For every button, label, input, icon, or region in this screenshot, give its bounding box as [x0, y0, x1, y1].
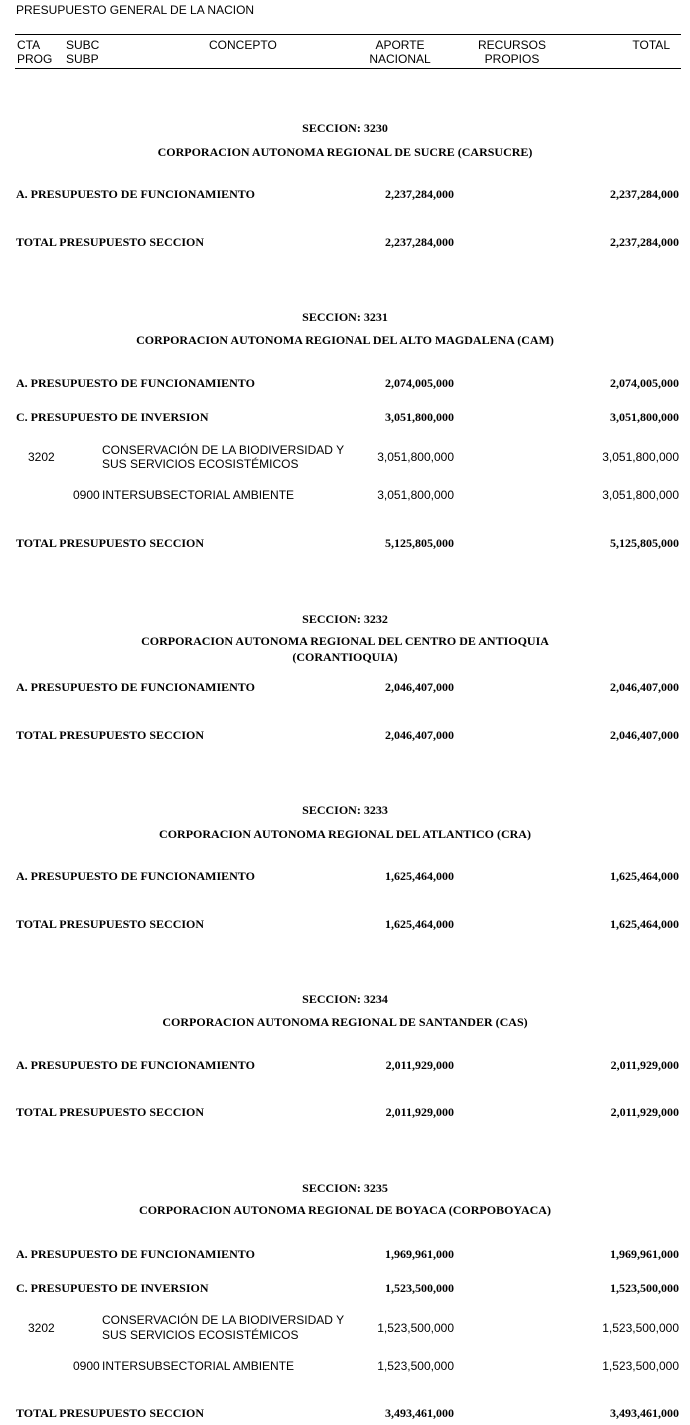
section-total-aporte: 2,046,407,000 [385, 728, 454, 742]
section-total-aporte: 5,125,805,000 [385, 536, 454, 550]
subprogram-code: 0900 [73, 1359, 100, 1373]
header-top-rule [15, 34, 681, 35]
col-aporte-line2: NACIONAL [369, 52, 431, 66]
row-aporte: 1,625,464,000 [385, 869, 454, 883]
section-total-label: TOTAL PRESUPUESTO SECCION [16, 1406, 205, 1420]
col-recursos-line1: RECURSOS [477, 38, 546, 52]
row-label: A. PRESUPUESTO DE FUNCIONAMIENTO [16, 1058, 255, 1072]
section-total-total: 5,125,805,000 [610, 536, 679, 550]
col-total: TOTAL [632, 38, 670, 52]
subprogram-aporte: 1,523,500,000 [377, 1359, 454, 1373]
section-name: CORPORACION AUTONOMA REGIONAL DEL ALTO MAGDALENA (CAM) [136, 333, 554, 347]
program-aporte: 1,523,500,000 [377, 1321, 454, 1335]
section-total-aporte: 3,493,461,000 [385, 1406, 454, 1420]
section-name: CORPORACION AUTONOMA REGIONAL DEL CENTRO DE ANTIOQUIA [141, 634, 549, 648]
program-code: 3202 [28, 1321, 55, 1335]
subprogram-total: 3,051,800,000 [602, 488, 679, 502]
row-label: C. PRESUPUESTO DE INVERSION [16, 410, 209, 424]
program-desc-line1: CONSERVACIÓN DE LA BIODIVERSIDAD Y [102, 1313, 345, 1327]
subprogram-total: 1,523,500,000 [602, 1359, 679, 1373]
row-aporte: 1,523,500,000 [385, 1281, 454, 1295]
section-name: CORPORACION AUTONOMA REGIONAL DE SUCRE (CARSUCRE) [157, 145, 533, 159]
row-total: 3,051,800,000 [610, 410, 679, 424]
row-total: 1,969,961,000 [610, 1247, 679, 1261]
section-number: SECCION: 3232 [302, 612, 388, 626]
section-total-total: 2,046,407,000 [610, 728, 679, 742]
section-number: SECCION: 3233 [302, 803, 388, 817]
section-total-label: TOTAL PRESUPUESTO SECCION [16, 728, 205, 742]
program-total: 1,523,500,000 [602, 1321, 679, 1335]
row-label: A. PRESUPUESTO DE FUNCIONAMIENTO [16, 187, 255, 201]
row-total: 1,523,500,000 [610, 1281, 679, 1295]
subprogram-desc: INTERSUBSECTORIAL AMBIENTE [102, 488, 295, 502]
section-total-aporte: 1,625,464,000 [385, 917, 454, 931]
program-aporte: 3,051,800,000 [377, 450, 454, 464]
col-aporte-line1: APORTE [375, 38, 425, 52]
row-label: A. PRESUPUESTO DE FUNCIONAMIENTO [16, 376, 255, 390]
section-total-total: 1,625,464,000 [610, 917, 679, 931]
section-total-label: TOTAL PRESUPUESTO SECCION [16, 1105, 205, 1119]
subprogram-aporte: 3,051,800,000 [377, 488, 454, 502]
row-total: 2,046,407,000 [610, 680, 679, 694]
program-desc-line2: SUS SERVICIOS ECOSISTÉMICOS [102, 457, 299, 471]
col-subp: SUBP [66, 52, 99, 66]
section-number: SECCION: 3230 [302, 121, 388, 135]
subprogram-code: 0900 [73, 488, 100, 502]
row-aporte: 3,051,800,000 [385, 410, 454, 424]
row-label: A. PRESUPUESTO DE FUNCIONAMIENTO [16, 869, 255, 883]
section-number: SECCION: 3231 [302, 310, 388, 324]
row-total: 2,074,005,000 [610, 376, 679, 390]
row-label: A. PRESUPUESTO DE FUNCIONAMIENTO [16, 1247, 255, 1261]
row-aporte: 2,046,407,000 [385, 680, 454, 694]
section-total-label: TOTAL PRESUPUESTO SECCION [16, 917, 205, 931]
section-name: CORPORACION AUTONOMA REGIONAL DE BOYACA (CORPOBOYACA) [139, 1203, 551, 1217]
section-total-label: TOTAL PRESUPUESTO SECCION [16, 536, 205, 550]
section-number: SECCION: 3235 [302, 1181, 388, 1195]
section-name-line2: (CORANTIOQUIA) [292, 650, 398, 664]
section-name: CORPORACION AUTONOMA REGIONAL DE SANTANDER (CAS) [162, 1015, 528, 1029]
section-total-total: 3,493,461,000 [610, 1406, 679, 1420]
section-total-total: 2,237,284,000 [610, 235, 679, 249]
row-total: 2,011,929,000 [610, 1058, 679, 1072]
col-cta: CTA [17, 38, 41, 52]
program-code: 3202 [28, 450, 55, 464]
col-prog: PROG [17, 52, 53, 66]
section-total-total: 2,011,929,000 [610, 1105, 679, 1119]
section-total-aporte: 2,237,284,000 [385, 235, 454, 249]
row-total: 2,237,284,000 [610, 187, 679, 201]
row-aporte: 2,011,929,000 [385, 1058, 454, 1072]
section-name: CORPORACION AUTONOMA REGIONAL DEL ATLANTICO (CRA) [159, 827, 531, 841]
col-recursos-line2: PROPIOS [484, 52, 540, 66]
section-total-aporte: 2,011,929,000 [385, 1105, 454, 1119]
row-label: C. PRESUPUESTO DE INVERSION [16, 1281, 209, 1295]
col-concepto: CONCEPTO [209, 38, 277, 52]
program-desc-line1: CONSERVACIÓN DE LA BIODIVERSIDAD Y [102, 443, 345, 457]
row-aporte: 2,074,005,000 [385, 376, 454, 390]
row-aporte: 1,969,961,000 [385, 1247, 454, 1261]
section-total-label: TOTAL PRESUPUESTO SECCION [16, 235, 205, 249]
page-title: PRESUPUESTO GENERAL DE LA NACION [16, 3, 255, 17]
program-total: 3,051,800,000 [602, 450, 679, 464]
row-aporte: 2,237,284,000 [385, 187, 454, 201]
subprogram-desc: INTERSUBSECTORIAL AMBIENTE [102, 1359, 295, 1373]
header-bottom-rule [15, 68, 681, 69]
row-total: 1,625,464,000 [610, 869, 679, 883]
col-subc: SUBC [66, 38, 100, 52]
row-label: A. PRESUPUESTO DE FUNCIONAMIENTO [16, 680, 255, 694]
section-number: SECCION: 3234 [302, 992, 388, 1006]
program-desc-line2: SUS SERVICIOS ECOSISTÉMICOS [102, 1328, 299, 1342]
